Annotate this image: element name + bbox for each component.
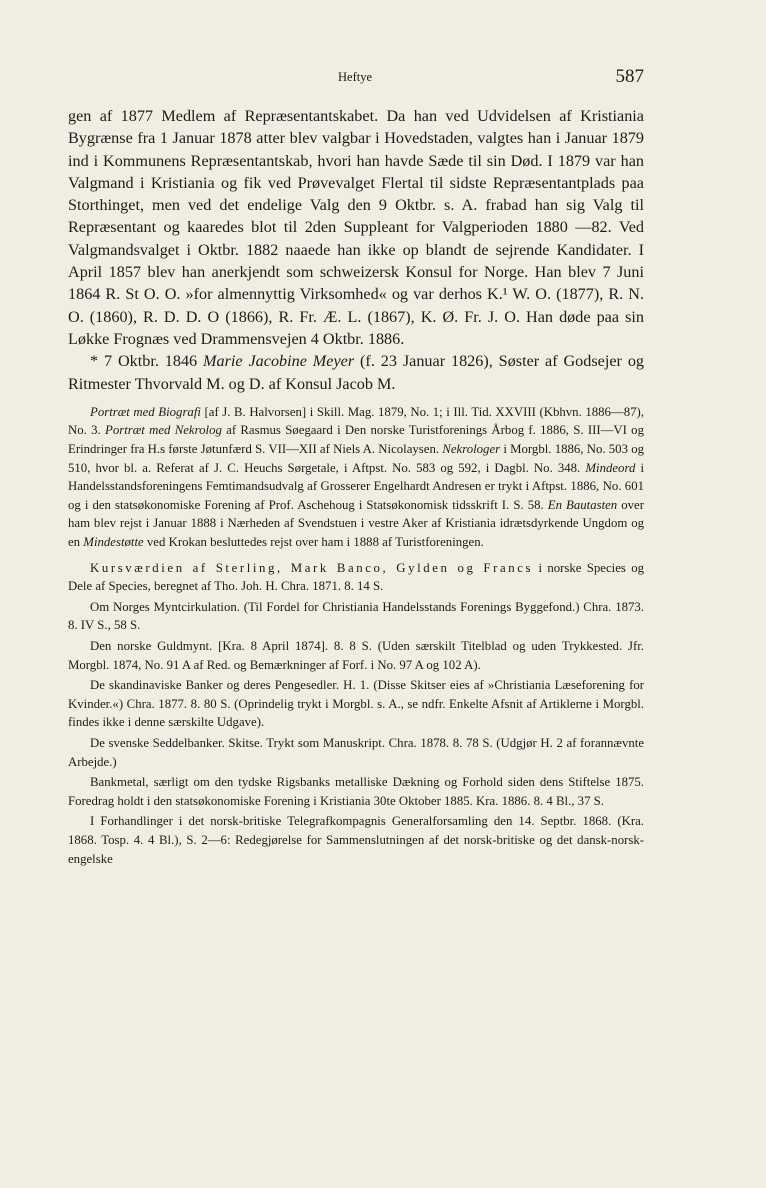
work-details: i norske Species og Dele af Species, beregnet af Tho. Joh. H. Chra. 1871. 8. 14 S. bbox=[68, 560, 644, 594]
source-segment: i Morgbl. 1886, No. 503 og 510, hvor bl. a. Referat af J. C. Heuchs Sørgetale, i Aftpst. No. 583 og 592, i Dagbl. No. 348. bbox=[68, 442, 645, 475]
biography-paragraph: gen af 1877 Medlem af Repræsentantskabet. Da han ved Udvidelsen af Kristiania Bygrænse fra 1 Januar 1878 atter blev valgbar i Hovedstaden, valgtes han i Januar 1879 ind i Kommunens Repræsentantskab, hvori han havde Sæde til sin Død. I 1879 var han Valgmand i Kristiania og fik ved Prøvevalget Flertal til sidste Repræsentantplads paa Storthinget, men ved det endelige Valg den 9 Oktbr. s. A. frabad han sig Valg til Repræsentant og kaaredes blot til 2den Suppleant for Valgperioden 1880 —82. Ved Valgmandsvalget i Oktbr. 1882 naaede han ikke op blandt de sejrende Kandidater. I April 1857 blev han anerkjendt som schweizersk Konsul for Norge. Han blev 7 Juni 1864 R. St O. O. »for almennyttig Virksomhed« og var derhos K.¹ W. O. (1877), R. N. O. (1860), R. D. D. O (1866), R. Fr. Æ. L. (1867), K. Ø. Fr. J. O. Han døde paa sin Løkke Frognæs ved Drammensvejen 4 Oktbr. 1886. bbox=[68, 107, 644, 348]
source-segment: over ham blev rejst i Januar 1888 i Nærheden af Svendstuen i vestre Aker af Kristiania idrætsdyrkende Ungdom og en bbox=[68, 497, 644, 550]
marriage-details: (f. 23 Januar 1826), Søster af Godsejer og Ritmester Thvorvald M. og D. af Konsul Jacob M. bbox=[68, 352, 645, 393]
work-details: (Kra. 1868. Tosp. 4. 4 Bl.), S. 2—6: Redegjørelse for Sammenslutningen af det norsk-britiske og det dansk-norsk-engelske bbox=[68, 814, 645, 866]
source-segment: [af J. B. Halvorsen] i Skill. Mag. 1879, No. 1; i Ill. Tid. XXVIII (Kbhvn. 1886—87), No. 3. bbox=[68, 404, 644, 438]
running-head: Heftye bbox=[338, 70, 373, 84]
bibliography-entry bbox=[68, 598, 644, 635]
body-text bbox=[68, 105, 644, 868]
source-segment: af Rasmus Søegaard i Den norske Turistforenings Årbog f. 1886, S. III—VI og Erindringer fra H.s første Jøtunfærd S. VII—XII af Niels A. Nicolaysen. bbox=[68, 423, 644, 457]
bibliography-entry bbox=[68, 734, 644, 771]
work-details: H. 1. (Disse Skitser eies af »Christiania Læseforening for Kvinder.«) Chra. 1877. 8. 80 S. (Oprindelig trykt i Morgbl. s. A., se ndfr. Enkelte Afsnit af Artiklerne i Morgbl. findes ikke i denne særskilte Udgave). bbox=[68, 678, 644, 730]
work-title: De svenske Seddelbanker. bbox=[90, 735, 225, 750]
bibliography-entry bbox=[68, 676, 644, 732]
work-details: (Til Fordel for Christiania Handelsstands Forenings Byggefond.) Chra. 1873. 8. IV S., 58 S. bbox=[68, 599, 644, 633]
source-segment: Portræt med Biografi bbox=[90, 404, 201, 419]
page-header bbox=[68, 66, 644, 90]
work-details: [Kra. 8 April 1874]. 8. 8 S. (Uden særskilt Titelblad og uden Trykkested. Jfr. Morgbl. 1874, No. 91 A af Red. og Bemærkninger af Forf. i No. 97 A og 102 A). bbox=[68, 638, 644, 672]
marriage-paragraph bbox=[68, 350, 644, 395]
page-number: 587 bbox=[615, 66, 644, 87]
source-segment: ved Krokan besluttedes rejst over ham i 1888 af Turistforeningen. bbox=[143, 535, 484, 550]
work-title: Den norske Guldmynt. bbox=[90, 638, 213, 653]
entry-prefix: I bbox=[90, 814, 101, 829]
marriage-date: * 7 Oktbr. 1846 bbox=[90, 352, 204, 371]
source-segment: En Bautasten bbox=[547, 497, 618, 512]
bibliography-entry bbox=[68, 812, 644, 868]
sources-paragraph bbox=[68, 403, 644, 552]
work-title: De skandinaviske Banker og deres Pengesedler. bbox=[90, 678, 340, 693]
source-segment: Nekrologer bbox=[442, 442, 501, 457]
source-segment: Portræt med Nekrolog bbox=[105, 423, 222, 438]
source-segment: Mindeord bbox=[585, 460, 636, 475]
source-segment: i Handelsstandsforeningens Femtimandsudvalg af Grosserer Engelhardt Andresen er trykt i Aftpst. 1886, No. 601 og i den statsøkonomiske Forening af Prof. Aschehoug i Statsøkonomisk tidsskrift I. S. 58. bbox=[68, 460, 645, 512]
work-title: Kursværdien af Sterling, Mark Banco, Gylden og Francs bbox=[90, 560, 534, 575]
spouse-name: Marie Jacobine Meyer bbox=[203, 352, 355, 371]
work-title: Bankmetal, bbox=[90, 775, 149, 790]
bibliography-entry bbox=[68, 559, 644, 596]
bibliography-entry bbox=[68, 773, 644, 810]
work-details: særligt om den tydske Rigsbanks metalliske Dækning og Forhold siden dens Stiftelse 1875. Foredrag holdt i den statsøkonomiske Forening i Kristiania 30te Oktober 1885. Kra. 1886. 8. 4 Bl., 37 S. bbox=[68, 775, 644, 808]
bibliography-entry bbox=[68, 637, 644, 674]
source-segment: Mindestøtte bbox=[83, 535, 144, 550]
work-details: Skitse. Trykt som Manuskript. Chra. 1878. 8. 78 S. (Udgjør H. 2 af forannævnte Arbejde.) bbox=[68, 735, 644, 769]
work-title: Om Norges Myntcirkulation. bbox=[90, 599, 240, 614]
work-title: Forhandlinger i det norsk-britiske Telegrafkompagnis Generalforsamling den 14. Septbr. 1868. bbox=[100, 814, 612, 829]
